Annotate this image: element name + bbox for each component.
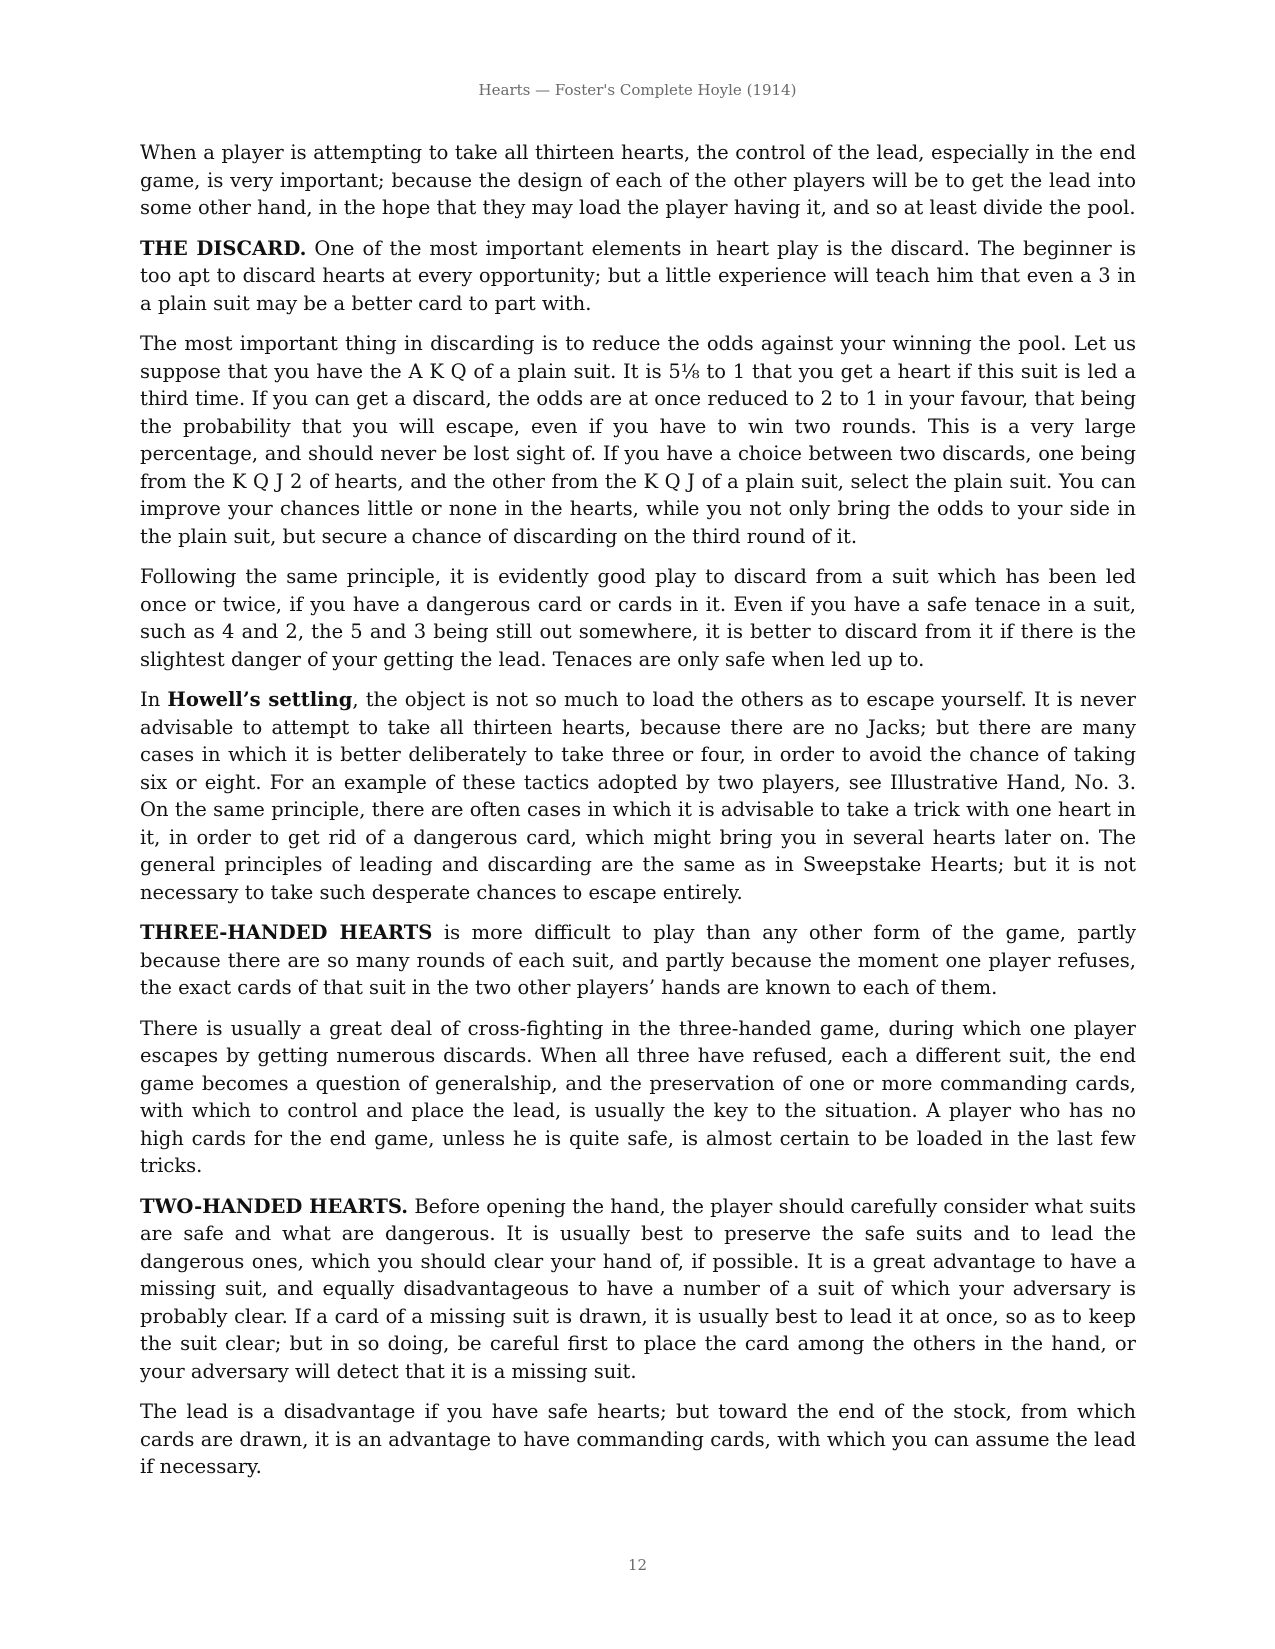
paragraph-discarding-odds <box>140 330 1136 550</box>
section-heading-three-handed-hearts: THREE-HANDED HEARTS <box>140 921 433 944</box>
paragraph-lead-text: In <box>140 688 168 711</box>
running-header: Hearts — Foster's Complete Hoyle (1914) <box>478 81 797 99</box>
paragraph-text: , the object is not so much to load the others as to escape yourself. It is never advisable to attempt to take all thirteen hearts, because there are no Jacks; but there are many cases in which it is better deliberately to take three or four, in order to avoid the chance of taking six or eight. For an example of these tactics adopted by two players, see Illustrative Hand, No. 3. On the same principle, there are often cases in which it is advisable to take a trick with one heart in it, in order to get rid of a dangerous card, which might bring you in several hearts later on. The general principles of leading and discarding are the same as in Sweepstake Hearts; but it is not necessary to take such desperate chances to escape entirely. <box>140 688 1136 904</box>
paragraph-text: One of the most important elements in heart play is the discard. The beginner is too apt to discard hearts at every opportunity; but a little experience will teach him that even a 3 in a plain suit may be a better card to part with. <box>140 236 1136 315</box>
paragraph-the-discard <box>140 235 1136 318</box>
paragraph-text: There is usually a great deal of cross-fighting in the three-handed game, during which one player escapes by getting numerous discards. When all three have refused, each a different suit, the end game becomes a question of generalship, and the preservation of one or more commanding cards, with which to control and place the lead, is usually the key to the situation. A player who has no high cards for the end game, unless he is quite safe, is almost certain to be loaded in the last few tricks. <box>140 1016 1136 1177</box>
paragraph-control-of-lead <box>140 139 1136 222</box>
section-heading-howells-settling: Howell’s settling <box>167 688 353 711</box>
paragraph-cross-fighting <box>140 1015 1136 1180</box>
paragraph-text: Before opening the hand, the player should carefully consider what suits are safe and what are dangerous. It is usually best to preserve the safe suits and to lead the dangerous ones, which you should clear your hand of, if possible. It is a great advantage to have a missing suit, and equally disadvantageous to have a number of a suit of which your adversary is probably clear. If a card of a missing suit is drawn, it is usually best to lead it at once, so as to keep the suit clear; but in so doing, be careful first to place the card among the others in the hand, or your adversary will detect that it is a missing suit. <box>140 1194 1136 1383</box>
page-number: 12 <box>627 1556 648 1574</box>
paragraph-howells-settling <box>140 686 1136 906</box>
paragraph-three-handed-hearts <box>140 919 1136 1002</box>
paragraph-two-handed-hearts <box>140 1193 1136 1386</box>
paragraph-text: When a player is attempting to take all thirteen hearts, the control of the lead, especially in the end game, is very important; because the design of each of the other players will be to get the lead into some other hand, in the hope that they may load the player having it, and so at least divide the pool. <box>140 141 1136 219</box>
paragraph-the-lead <box>140 1398 1136 1481</box>
paragraph-text: The most important thing in discarding is to reduce the odds against your winning the pool. Let us suppose that you have the A K Q of a plain suit. It is 5⅛ to 1 that you get a heart if this suit is led a third time. If you can get a discard, the odds are at once reduced to 2 to 1 in your favour, that being the probability that you will escape, even if you have to win two rounds. This is a very large percentage, and should never be lost sight of. If you have a choice between two discards, one being from the K Q J 2 of hearts, and the other from the K Q J of a plain suit, select the plain suit. You can improve your chances little or none in the hearts, while you not only bring the odds to your side in the plain suit, but secure a chance of discarding on the third round of it. <box>140 332 1136 548</box>
paragraph-same-principle <box>140 563 1136 673</box>
paragraph-text: The lead is a disadvantage if you have safe hearts; but toward the end of the stock, from which cards are drawn, it is an advantage to have commanding cards, with which you can assume the lead if necessary. <box>140 1400 1136 1478</box>
paragraph-text: is more difficult to play than any other form of the game, partly because there are so many rounds of each suit, and partly because the moment one player refuses, the exact cards of that suit in the two other players’ hands are known to each of them. <box>140 921 1137 999</box>
paragraph-text: Following the same principle, it is evidently good play to discard from a suit which has been led once or twice, if you have a dangerous card or cards in it. Even if you have a safe tenace in a suit, such as 4 and 2, the 5 and 3 being still out somewhere, it is better to discard from it if there is the slightest danger of your getting the lead. Tenaces are only safe when led up to. <box>140 565 1136 671</box>
section-heading-the-discard: THE DISCARD. <box>140 236 307 260</box>
section-heading-two-handed-hearts: TWO-HANDED HEARTS. <box>140 1194 409 1218</box>
page-body <box>140 139 1136 1494</box>
